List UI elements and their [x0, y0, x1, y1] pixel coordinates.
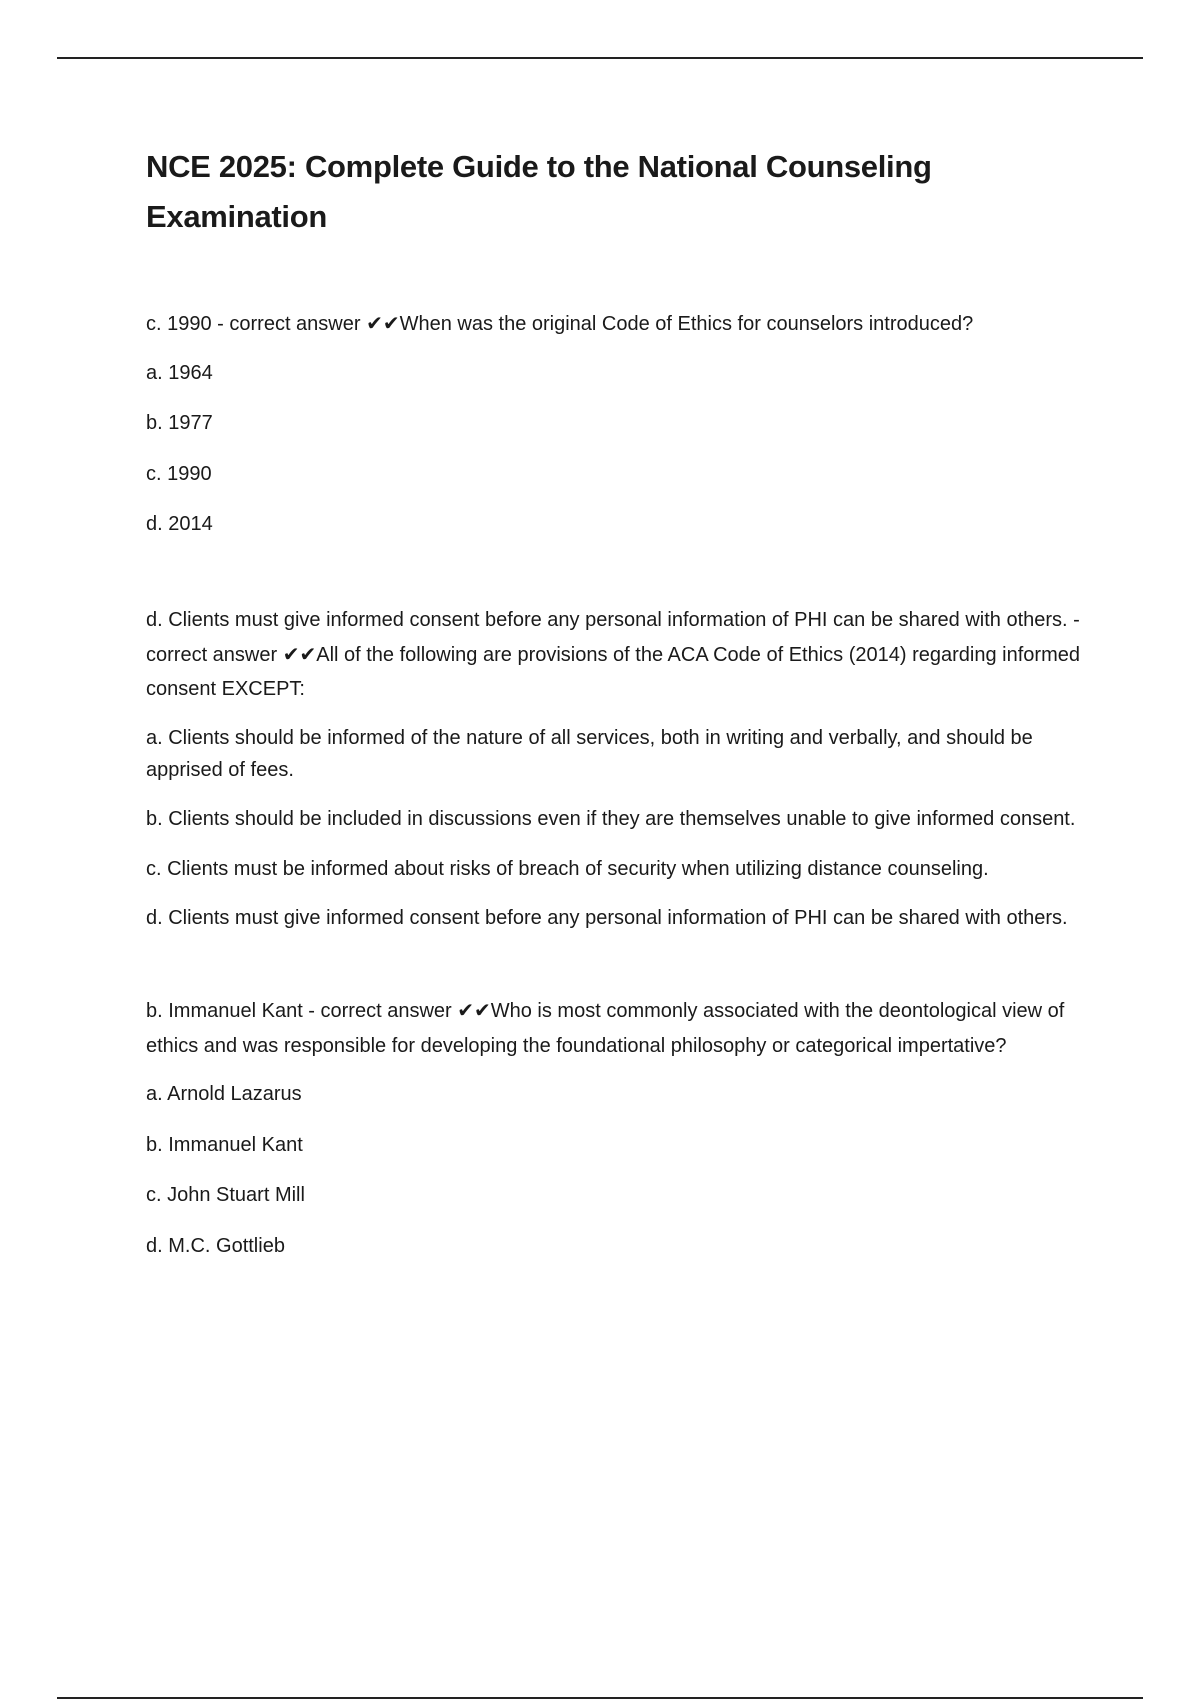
answer-option: c. Clients must be informed about risks of breach of security when utilizing distance counseling. — [146, 857, 989, 880]
answer-option: a. Arnold Lazarus — [146, 1083, 302, 1105]
answer-option: c. John Stuart Mill — [146, 1184, 305, 1206]
question-text: c. 1990 - correct answer ✔✔When was the original Code of Ethics for counselors introduced? — [146, 313, 974, 335]
top-rule — [57, 57, 1143, 59]
document-page — [146, 142, 1096, 1323]
document-title: NCE 2025: Complete Guide to the National Counseling Examination — [146, 149, 932, 234]
answer-option: c. 1990 — [146, 462, 212, 485]
answer-option: a. 1964 — [146, 361, 213, 384]
answer-option: b. 1977 — [146, 412, 213, 434]
question-text: d. Clients must give informed consent before any personal information of PHI can be shared with others. - correct answer ✔✔All of the following are provisions of the ACA Code of Ethics (2014) regarding informed consent EXCEPT: — [146, 609, 1080, 700]
answer-option: d. Clients must give informed consent before any personal information of PHI can be shared with others. — [146, 907, 1068, 929]
answer-option: b. Clients should be included in discussions even if they are themselves unable to give informed consent. — [146, 808, 1076, 830]
answer-option: d. M.C. Gottlieb — [146, 1234, 285, 1257]
bottom-rule — [57, 1697, 1143, 1699]
answer-option: b. Immanuel Kant — [146, 1133, 303, 1156]
question-block-3 — [146, 994, 1096, 1263]
answer-option: d. 2014 — [146, 513, 213, 535]
question-block-2 — [146, 603, 1096, 934]
answer-option: a. Clients should be informed of the nature of all services, both in writing and verbally, and should be apprised of fees. — [146, 726, 1033, 781]
question-block-1 — [146, 307, 1096, 541]
question-text: b. Immanuel Kant - correct answer ✔✔Who is most commonly associated with the deontological view of ethics and was responsible for developing the foundational philosophy or categorical impertative? — [146, 1000, 1065, 1057]
